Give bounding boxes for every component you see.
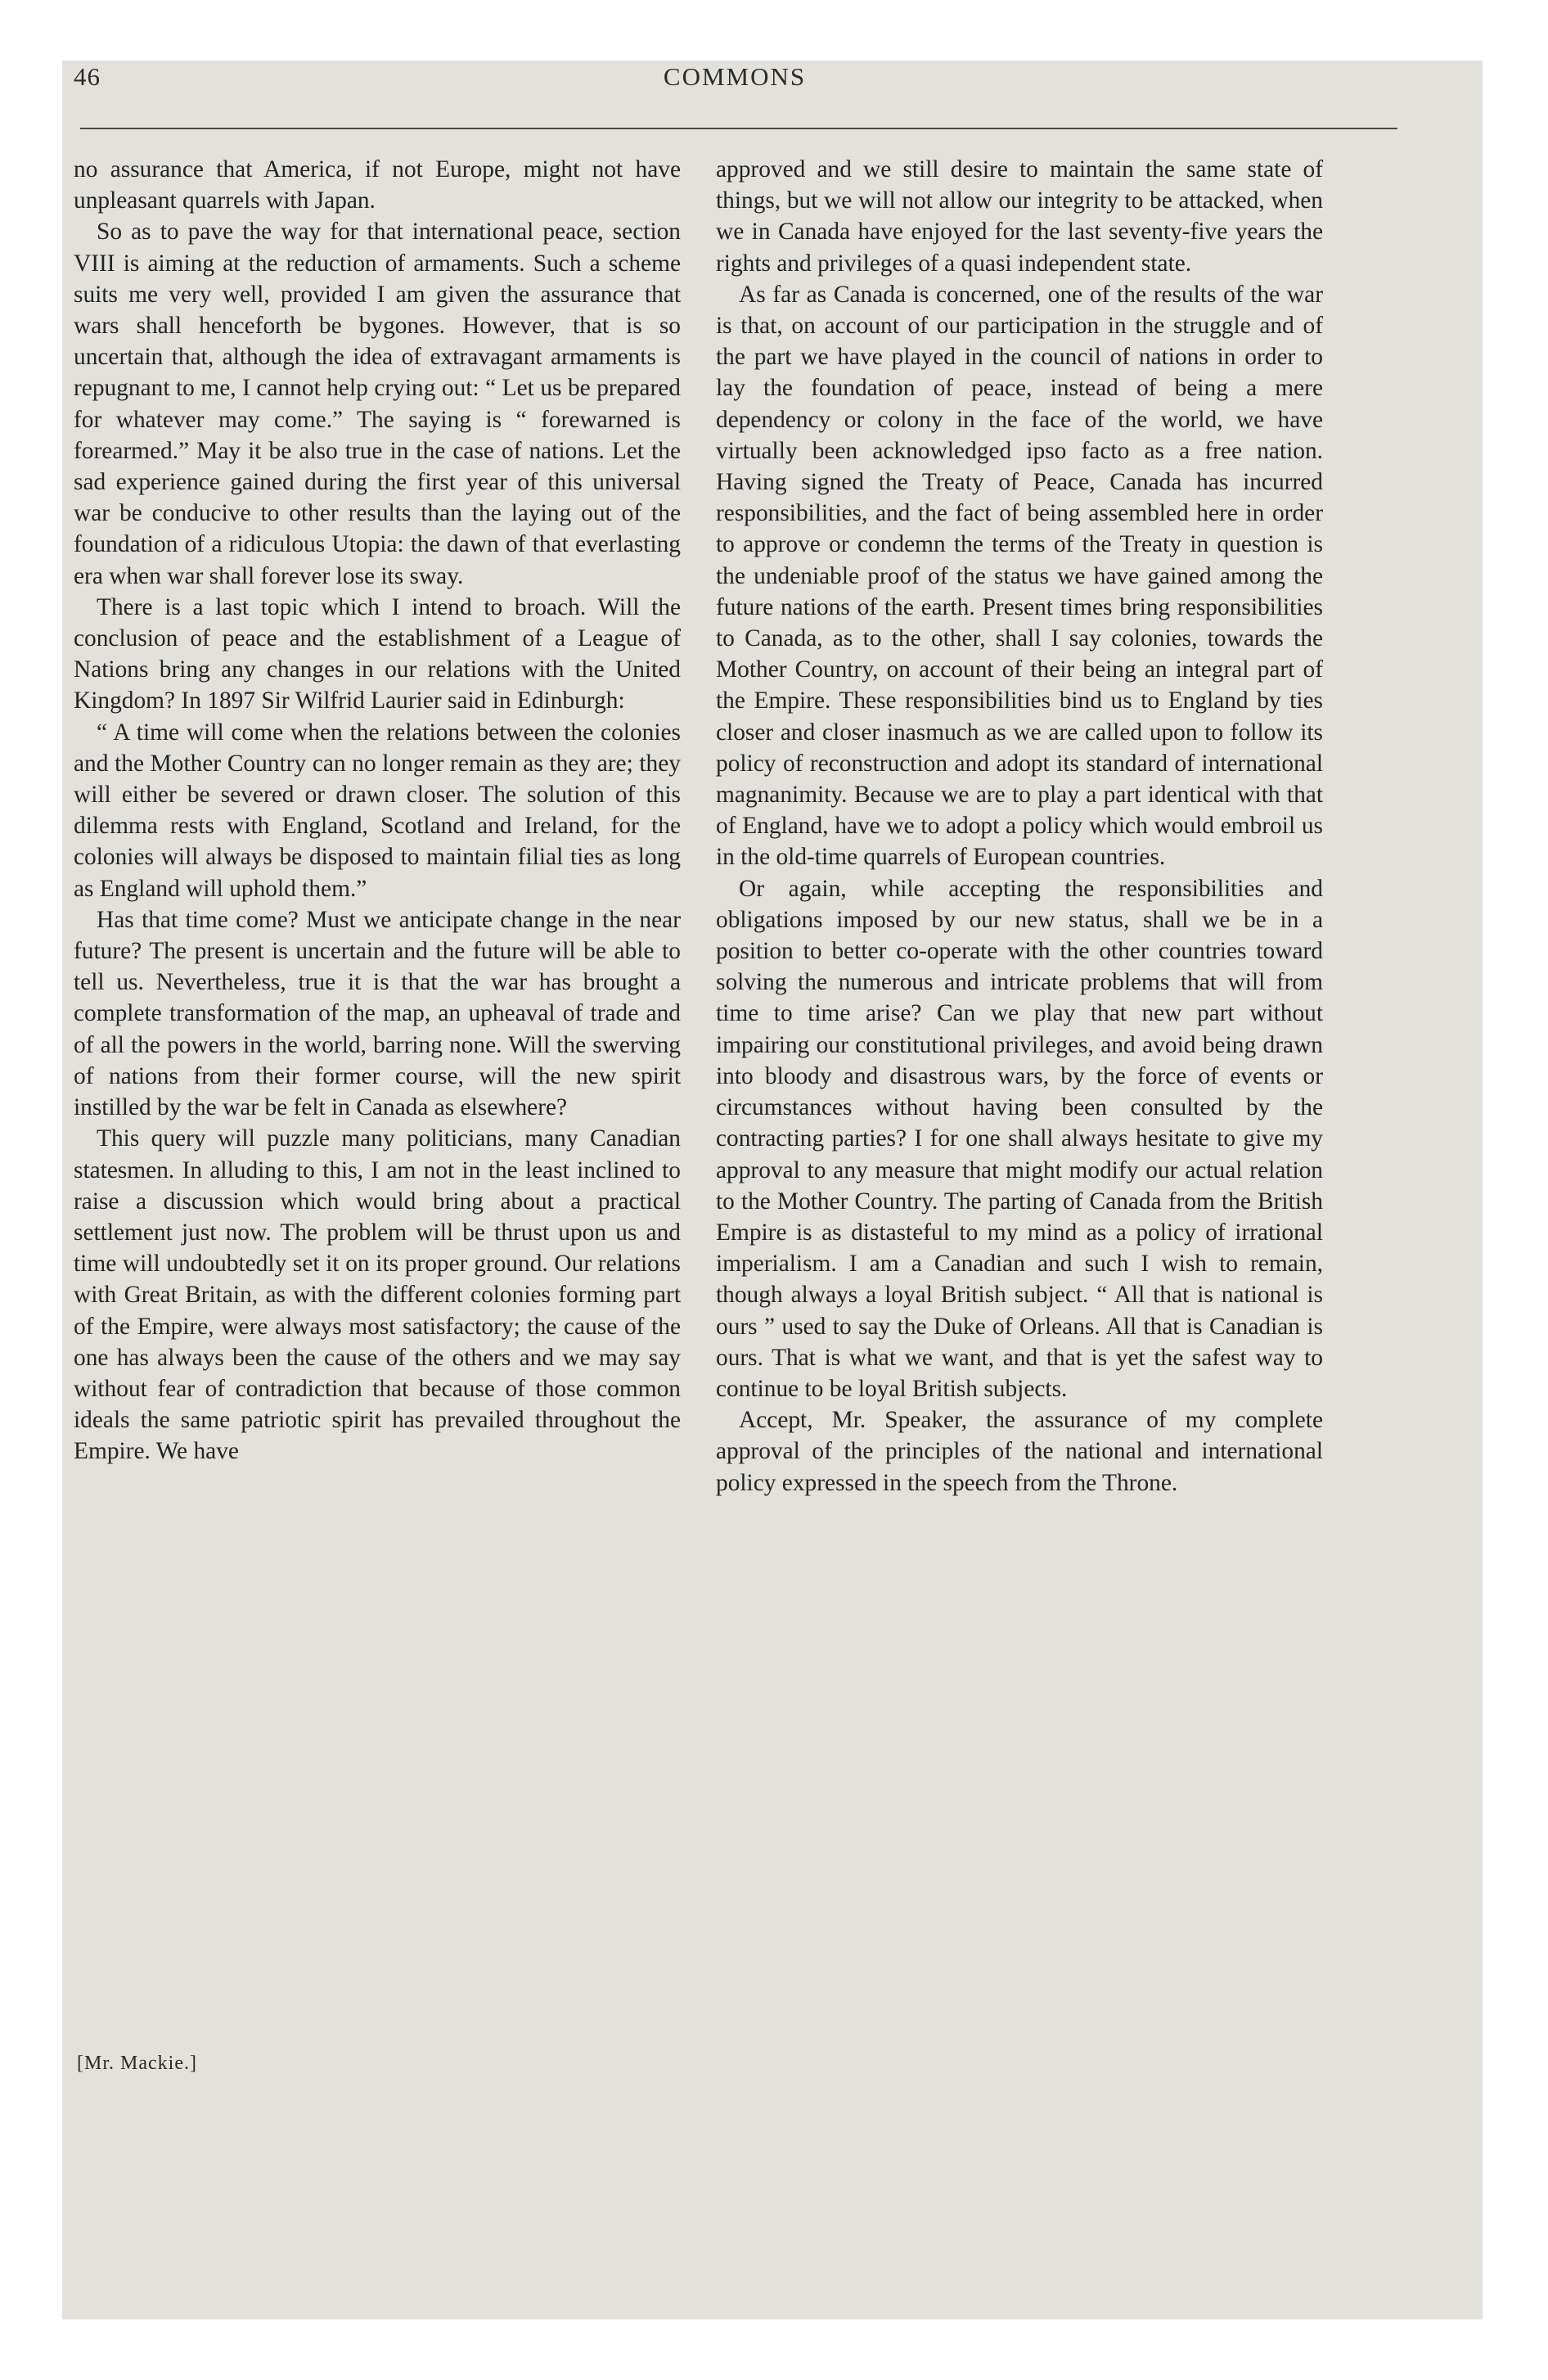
right-column [716,154,1323,1499]
page-number: 46 [74,62,101,91]
running-head: COMMONS [663,62,807,91]
header-rule [80,128,1397,129]
paragraph: This query will puzzle many politicians, many Canadian statesmen. In alluding to this, I am not in the least inclined to raise a discussion which would bring about a practical settlement just now. The problem will be thrust upon us and time will undoubtedly set it on its proper ground. Our relations with Great Britain, as with the different colonies forming part of the Empire, were always most satisfactory; the cause of the one has always been the cause of the others and we may say without fear of contradiction that because of those common ideals the same patriotic spirit has prevailed throughout the Empire. We have [74,1125,681,1465]
paragraph: Has that time come? Must we anticipate change in the near future? The present is uncertain and the future will be able to tell us. Nevertheless, true it is that the war has brought a complete transformation of the map, an upheaval of trade and of all the powers in the world, barring none. Will the swerving of nations from their former course, will the new spirit instilled by the war be felt in Canada as elsewhere? [74,906,681,1121]
page-header [74,62,1396,111]
left-column [74,154,681,1467]
paragraph: As far as Canada is concerned, one of the results of the war is that, on account of our participation in the struggle and of the part we have played in the council of nations in order to lay the foundation of peace, instead of being a mere dependency or colony in the face of the world, we have virtually been acknowledged ipso facto as a free nation. Having signed the Treaty of Peace, Canada has incurred responsibilities, and the fact of being assembled here in order to approve or condemn the terms of the Treaty in question is the undeniable proof of the status we have gained among the future nations of the earth. Present times bring responsibilities to Canada, as to the other, shall I say colonies, towards the Mother Country, on account of their being an integral part of the Empire. These responsibilities bind us to England by ties closer and closer inasmuch as we are called upon to follow its policy of reconstruction and adopt its standard of international magnanimity. Because we are to play a part identical with that of England, have we to adopt a policy which would embroil us in the old-time quarrels of European countries. [716,281,1323,871]
paragraph: Or again, while accepting the responsibilities and obligations imposed by our new status, shall we be in a position to better co-operate with the other countries toward solving the numerous and intricate problems that will from time to time arise? Can we play that new part without impairing our constitutional privileges, and avoid being drawn into bloody and disastrous wars, by the force of events or circumstances without having been consulted by the contracting parties? I for one shall always hesitate to give my approval to any measure that might modify our actual relation to the Mother Country. The parting of Canada from the British Empire is as distasteful to my mind as a policy of irrational imperialism. I am a Canadian and such I wish to remain, though always a loyal British subject. “ All that is national is ours ” used to say the Duke of Orleans. All that is Canadian is ours. That is what we want, and that is yet the safest way to continue to be loyal British subjects. [716,875,1323,1402]
paragraph: approved and we still desire to maintain the same state of things, but we will not allow our integrity to be attacked, when we in Canada have enjoyed for the last seventy-five years the rights and privileges of a quasi independent state. [716,156,1323,277]
quotation: “ A time will come when the relations between the colonies and the Mother Country can no longer remain as they are; they will either be severed or drawn closer. The solution of this dilemma rests with England, Scotland and Ireland, for the colonies will always be disposed to maintain filial ties as long as England will uphold them.” [74,719,681,902]
speaker-attribution: [Mr. Mackie.] [77,2053,197,2074]
paragraph: no assurance that America, if not Europe, might not have unpleasant quarrels with Japan. [74,156,681,214]
paragraph: There is a last topic which I intend to broach. Will the conclusion of peace and the establishment of a League of Nations bring any changes in our relations with the United Kingdom? In 1897 Sir Wilfrid Laurier said in Edinburgh: [74,593,681,714]
paragraph: Accept, Mr. Speaker, the assurance of my complete approval of the principles of the national and international policy expressed in the speech from the Throne. [716,1407,1323,1496]
paragraph: So as to pave the way for that international peace, section VIII is aiming at the reduction of armaments. Such a scheme suits me very well, provided I am given the assurance that wars shall henceforth be bygones. However, that is so uncertain that, although the idea of extravagant armaments is repugnant to me, I cannot help crying out: “ Let us be prepared for whatever may come.” The saying is “ forewarned is forearmed.” May it be also true in the case of nations. Let the sad experience gained during the first year of this universal war be conducive to other results than the laying out of the foundation of a ridiculous Utopia: the dawn of that everlasting era when war shall forever lose its sway. [74,219,681,589]
